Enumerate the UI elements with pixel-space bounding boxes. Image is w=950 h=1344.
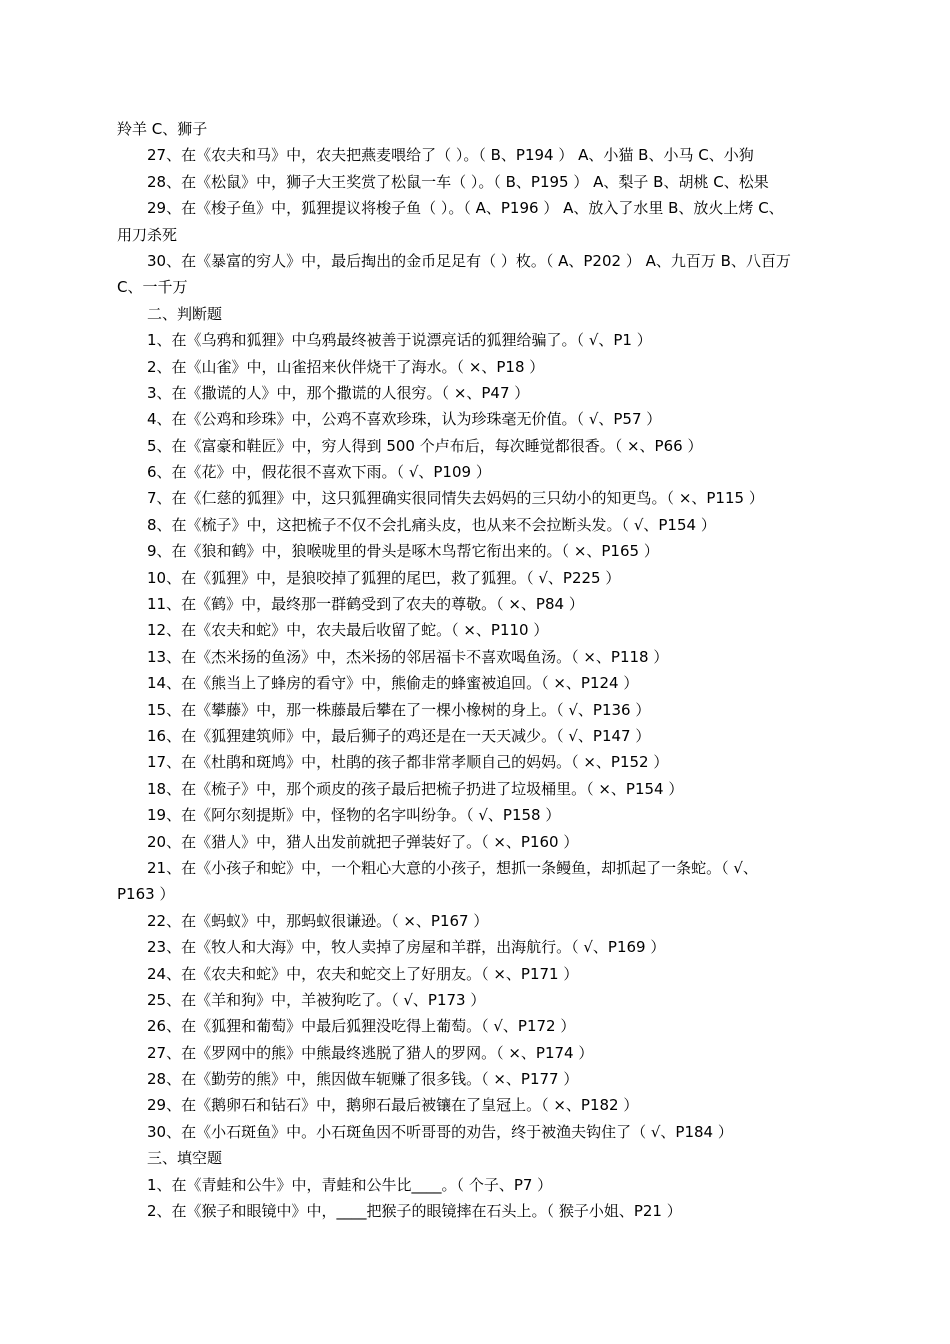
text-line: C、一千万 (117, 278, 188, 297)
text-line: 羚羊 C、狮子 (117, 120, 208, 138)
text-line: 5、在《富豪和鞋匠》中，穷人得到 500 个卢布后，每次睡觉都很香。（ ×、P66 ） (147, 436, 703, 455)
text-line: 11、在《鹤》中，最终那一群鹤受到了农夫的尊敬。（ ×、P84 ） (147, 595, 584, 614)
text-line: 29、在《梭子鱼》中，狐狸提议将梭子鱼（ ）。（ A、P196 ） A、放入了水里 B、放火上烤 C、 (147, 199, 784, 218)
text-line: 三、填空题 (147, 1149, 223, 1168)
text-line: 2、在《猴子和眼镜中》中，____把猴子的眼镜摔在石头上。（ 猴子小姐、P21 ） (147, 1202, 682, 1221)
text-line: 6、在《花》中，假花很不喜欢下雨。（ √、P109 ） (147, 463, 491, 482)
text-line: 17、在《杜鹃和斑鸠》中，杜鹃的孩子都非常孝顺自己的妈妈。（ ×、P152 ） (147, 753, 669, 772)
text-line: 28、在《勤劳的熊》中，熊因做车轭赚了很多钱。（ ×、P177 ） (147, 1070, 579, 1089)
text-line: 12、在《农夫和蛇》中，农夫最后收留了蛇。（ ×、P110 ） (147, 621, 549, 640)
text-line: 1、在《乌鸦和狐狸》中乌鸦最终被善于说漂亮话的狐狸给骗了。（ √、P1 ） (147, 331, 652, 350)
text-line: 30、在《小石斑鱼》中。小石斑鱼因不听哥哥的劝告，终于被渔夫钩住了（ √、P184 ） (147, 1122, 733, 1141)
text-line: 15、在《攀藤》中，那一株藤最后攀在了一棵小橡树的身上。（ √、P136 ） (147, 700, 651, 719)
text-line: 二、判断题 (147, 304, 223, 323)
text-line: 22、在《蚂蚁》中，那蚂蚁很谦逊。（ ×、P167 ） (147, 911, 489, 930)
text-line: 26、在《狐狸和葡萄》中最后狐狸没吃得上葡萄。（ √、P172 ） (147, 1017, 576, 1036)
text-line: 21、在《小孩子和蛇》中，一个粗心大意的小孩子，想抓一条鳗鱼，却抓起了一条蛇。（ √、 (147, 858, 758, 877)
text-line: 19、在《阿尔刻提斯》中，怪物的名字叫纷争。（ √、P158 ） (147, 806, 561, 825)
document-body (117, 116, 827, 1224)
text-line: 16、在《狐狸建筑师》中，最后狮子的鸡还是在一天天减少。（ √、P147 ） (147, 726, 651, 745)
text-line: 2、在《山雀》中，山雀招来伙伴烧干了海水。（ ×、P18 ） (147, 357, 545, 376)
text-line: 3、在《撒谎的人》中，那个撒谎的人很穷。（ ×、P47 ） (147, 383, 530, 402)
text-line: 28、在《松鼠》中，狮子大王奖赏了松鼠一车（ ）。（ B、P195 ） A、梨子 B、胡桃 C、松果 (147, 172, 769, 191)
text-line: 23、在《牧人和大海》中，牧人卖掉了房屋和羊群，出海航行。（ √、P169 ） (147, 938, 666, 957)
text-line: 20、在《猎人》中，猎人出发前就把子弹装好了。（ ×、P160 ） (147, 832, 579, 851)
text-line: 25、在《羊和狗》中，羊被狗吃了。（ √、P173 ） (147, 990, 486, 1009)
text-line: 29、在《鹅卵石和钻石》中，鹅卵石最后被镶在了皇冠上。（ ×、P182 ） (147, 1096, 639, 1115)
text-line: 用刀杀死 (117, 225, 178, 244)
text-line: 24、在《农夫和蛇》中，农夫和蛇交上了好朋友。（ ×、P171 ） (147, 964, 579, 983)
text-line: 10、在《狐狸》中，是狼咬掉了狐狸的尾巴，救了狐狸。（ √、P225 ） (147, 568, 621, 587)
text-line: 7、在《仁慈的狐狸》中，这只狐狸确实很同情失去妈妈的三只幼小的知更鸟。（ ×、P115 ） (147, 489, 764, 508)
text-line: 18、在《梳子》中，那个顽皮的孩子最后把梳子扔进了垃圾桶里。（ ×、P154 ） (147, 779, 684, 798)
text-line: 14、在《熊当上了蜂房的看守》中，熊偷走的蜂蜜被追回。（ ×、P124 ） (147, 674, 639, 693)
text-line: 1、在《青蛙和公牛》中，青蛙和公牛比____。（ 个子、P7 ） (147, 1175, 553, 1194)
text-line: 8、在《梳子》中，这把梳子不仅不会扎痛头皮，也从来不会拉断头发。（ √、P154 ） (147, 515, 716, 534)
text-line: 13、在《杰米扬的鱼汤》中，杰米扬的邻居福卡不喜欢喝鱼汤。（ ×、P118 ） (147, 647, 669, 666)
text-line: 9、在《狼和鹤》中，狼喉咙里的骨头是啄木鸟帮它衔出来的。（ ×、P165 ） (147, 542, 659, 561)
text-line: 27、在《罗网中的熊》中熊最终逃脱了猎人的罗网。（ ×、P174 ） (147, 1043, 594, 1062)
text-line: 30、在《暴富的穷人》中，最后掏出的金币足足有（ ）枚。（ A、P202 ） A、九百万 B、八百万 (147, 251, 791, 270)
text-line: P163 ） (117, 885, 175, 904)
text-line: 27、在《农夫和马》中，农夫把燕麦喂给了（ ）。（ B、P194 ） A、小猫 B、小马 C、小狗 (147, 146, 754, 165)
text-line: 4、在《公鸡和珍珠》中，公鸡不喜欢珍珠，认为珍珠毫无价值。（ √、P57 ） (147, 410, 662, 429)
